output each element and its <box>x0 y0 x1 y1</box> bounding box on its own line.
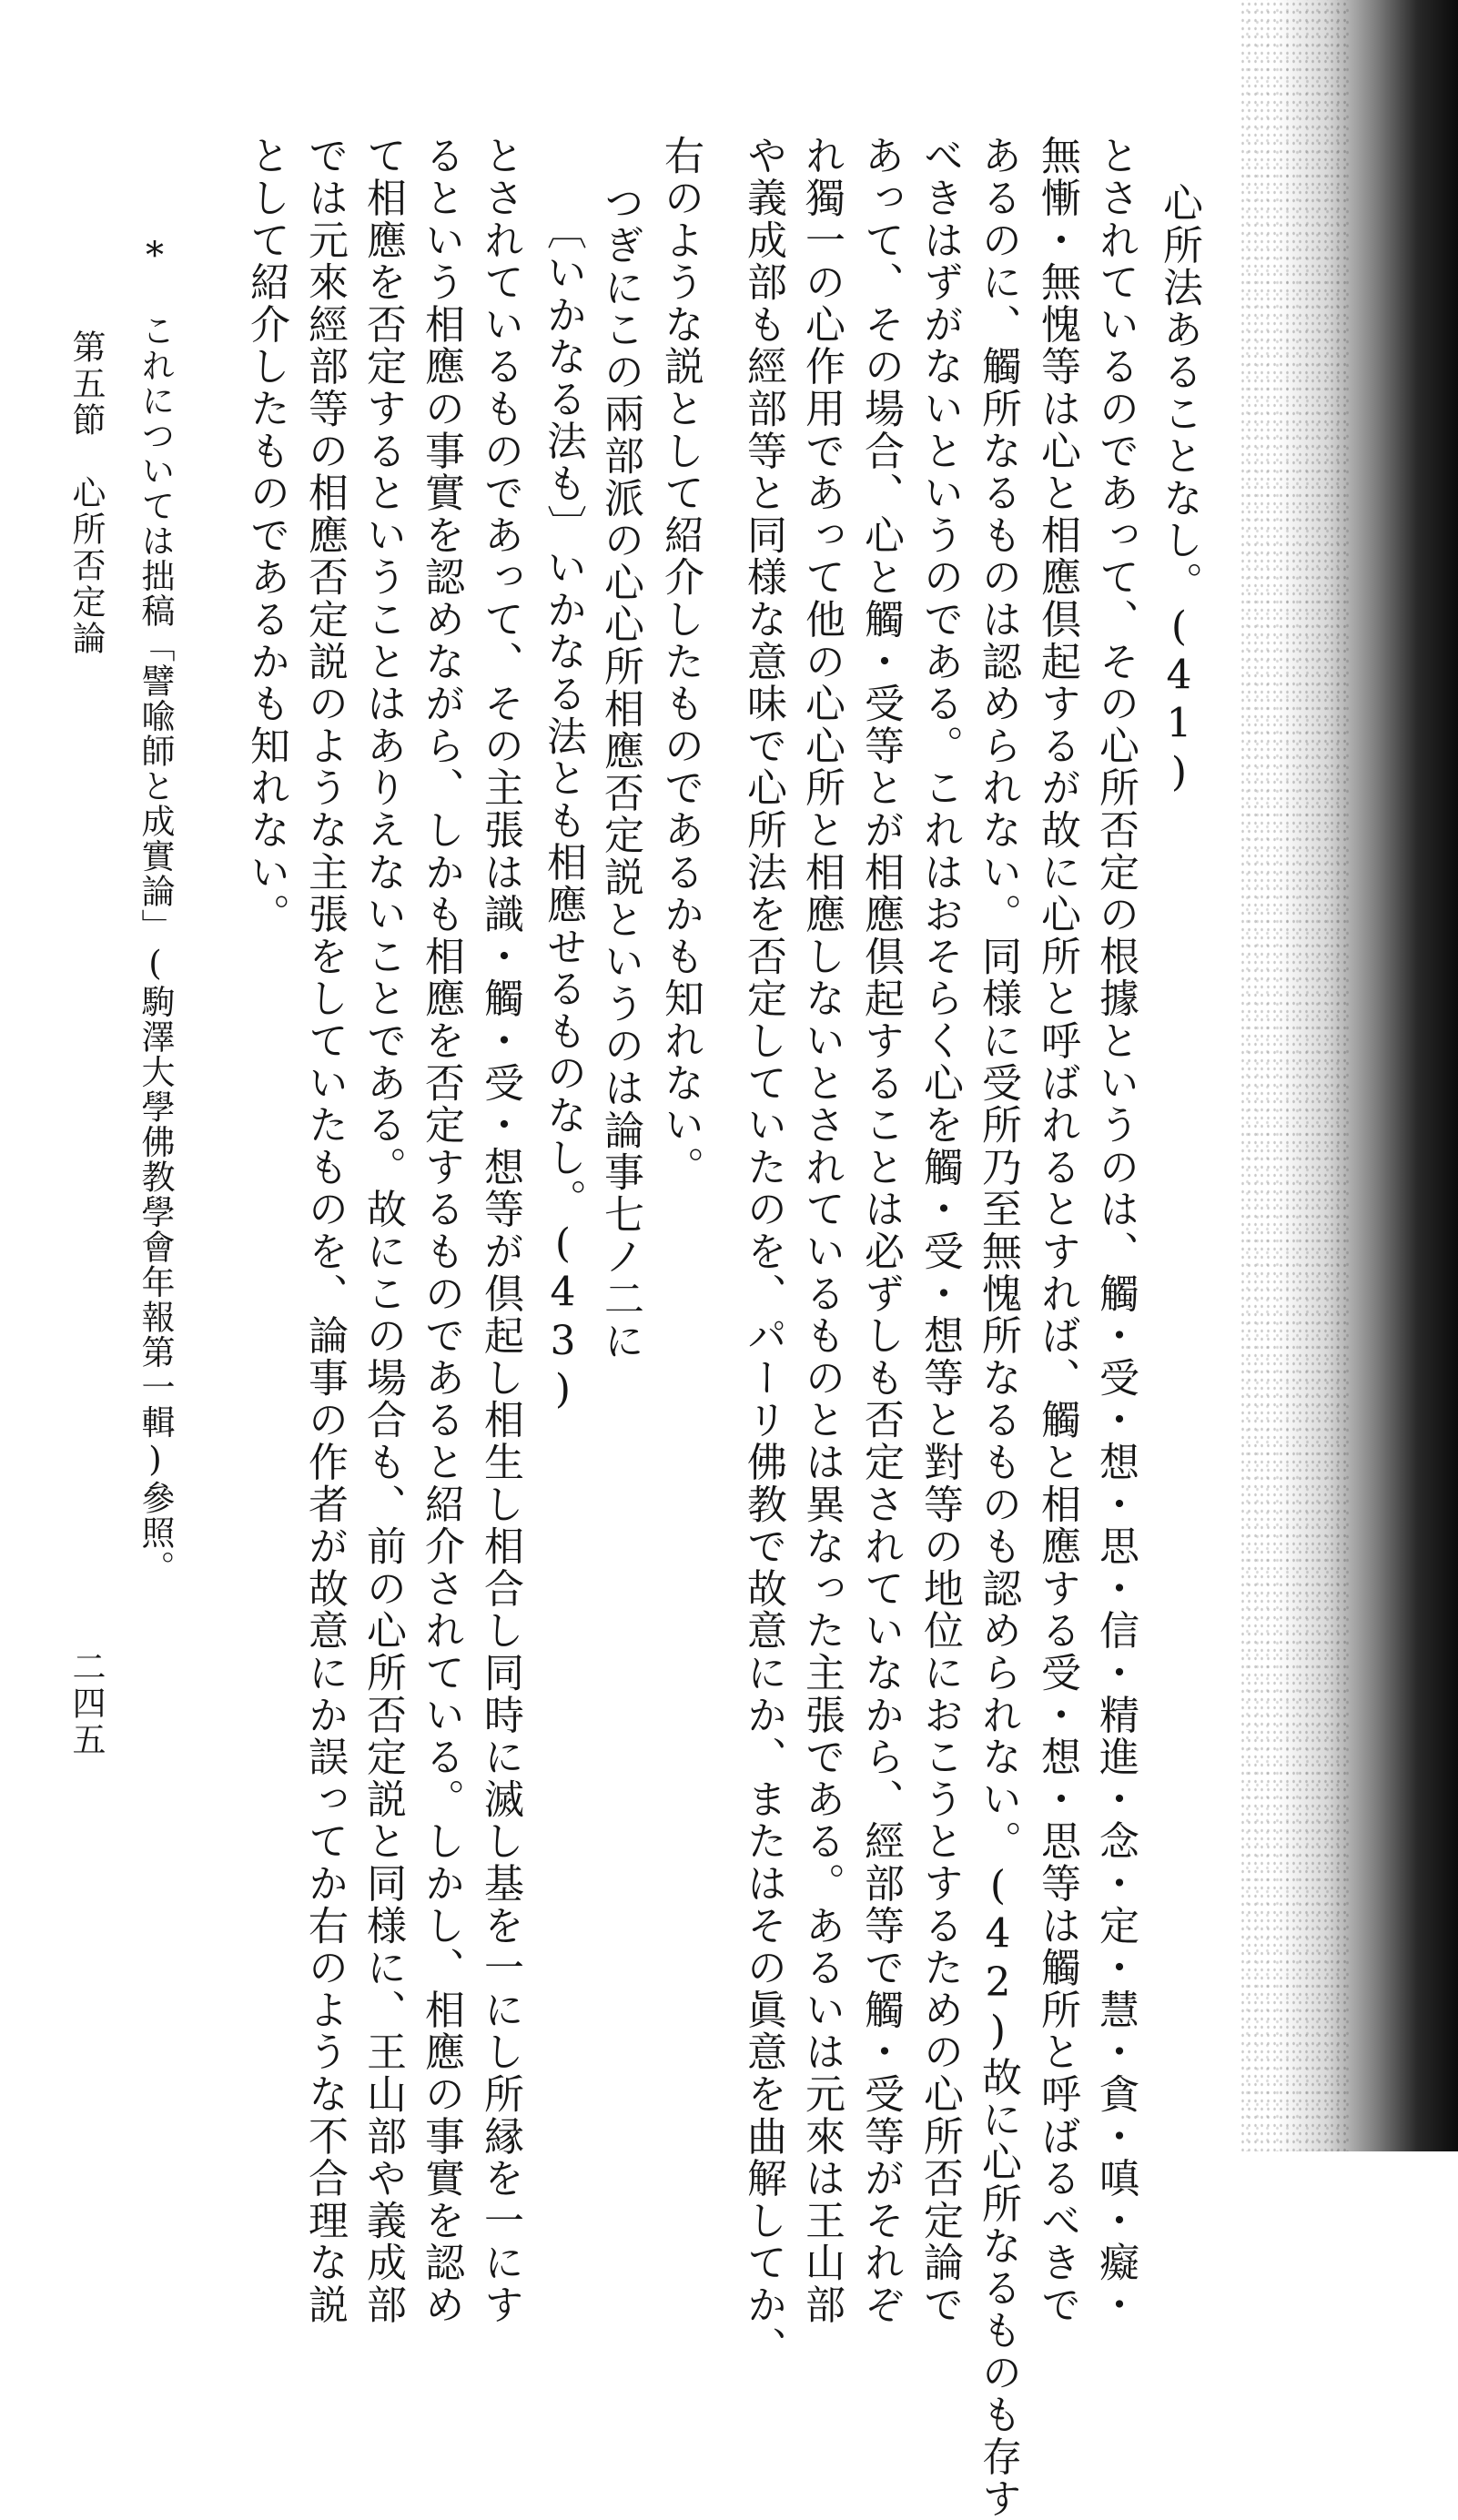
text-line-1: 心所法あることなし。(41) <box>1156 182 1202 798</box>
text-line-14: て相應を否定するということはありえないことである。故にこの場合も、前の心所否定説と同様に、王山部や義成部 <box>359 135 406 2326</box>
text-line-4: あるのに、觸所なるものは認められない。同様に受所乃至無愧所なるものも認められない。(42)故に心所なるものも存す <box>975 135 1021 2520</box>
text-line-13: るという相應の事實を認めながら、しかも相應を否定するものであると紹介されている。しかし、相應の事實を認め <box>418 135 464 2326</box>
text-line-2: とされているのであって、その心所否定の根據というのは、觸・受・想・思・信・精進・念・定・慧・貪・嗔・癡・ <box>1092 135 1139 2326</box>
text-line-6: あって、その場合、心と觸・受等とが相應倶起することは必ずしも否定されていなから、經部等で觸・受等がそれぞ <box>857 135 904 2326</box>
text-line-9: 右のような説として紹介したものであるかも知れない。 <box>657 135 704 1189</box>
text-line-7: れ獨一の心作用であって他の心心所と相應しないとされているものとは異なった主張である。あるいは元來は王山部 <box>798 135 845 2326</box>
footnote-marker: * <box>134 235 176 278</box>
text-line-8: や義成部も經部等と同様な意味で心所法を否定していたのを、パーリ佛教で故意にか、またはその眞意を曲解してか、 <box>740 135 786 2368</box>
text-line-10: つぎにこの兩部派の心心所相應否定説というのは論事七ノ二に <box>597 182 643 1362</box>
quotation-line: 〔いかなる法も〕いかなる法とも相應せるものなし。(43) <box>540 209 586 1415</box>
text-line-15: では元來經部等の相應否定説のような主張をしていたものを、論事の作者が故意にか誤ってか右のような不合理な説 <box>301 135 348 2326</box>
text-line-12: とされているものであって、その主張は識・觸・受・想等が倶起し相生し相合し同時に滅し基を一にし所縁を一にす <box>477 135 523 2326</box>
page-number: 二四五 <box>66 1649 106 1758</box>
footnote-text: これについては拙稿「譬喩師と成實論」(駒澤大學佛教學會年報第一輯)參照。 <box>136 313 175 1585</box>
section-title: 第五節 心所否定論 <box>66 329 106 657</box>
scan-edge-speckle <box>1240 0 1349 2151</box>
text-line-5: べきはずがないというのである。これはおそらく心を觸・受・想等と對等の地位におこうとするための心所否定論で <box>916 135 963 2326</box>
text-line-16: として紹介したものであるかも知れない。 <box>243 135 289 936</box>
footnote <box>133 235 177 1585</box>
text-line-3: 無慚・無愧等は心と相應倶起するが故に心所と呼ばれるとすれば、觸と相應する受・想・思等は觸所と呼ばるべきで <box>1034 135 1080 2326</box>
